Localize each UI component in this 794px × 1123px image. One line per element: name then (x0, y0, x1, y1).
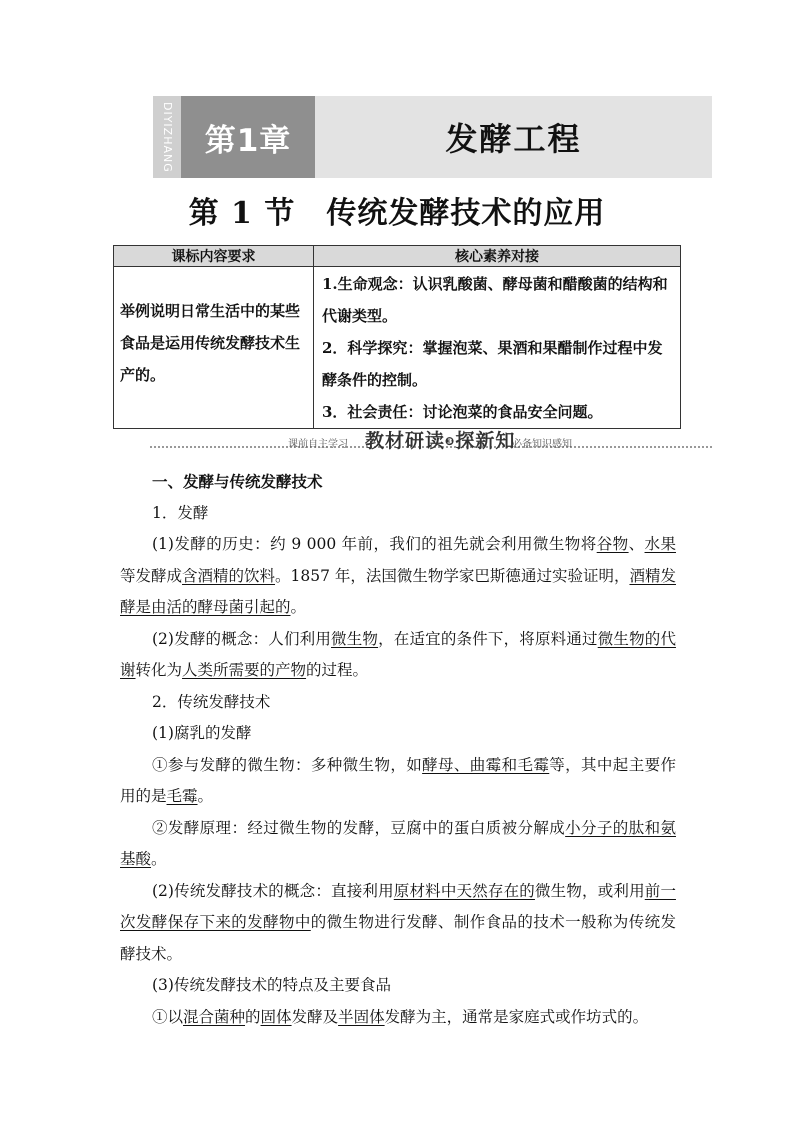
heading-features: (3)传统发酵技术的特点及主要食品 (152, 976, 391, 994)
heading-furu: (1)腐乳的发酵 (152, 724, 252, 742)
table-row (114, 267, 681, 429)
chapter-number: 第1章 (181, 96, 315, 178)
core-literacy-item: 1.生命观念：认识乳酸菌、酵母菌和醋酸菌的结构和代谢类型。 (322, 275, 668, 325)
divider-main-label (365, 426, 515, 453)
paragraph-concept: (2)发酵的概念：人们利用微生物，在适宜的条件下，将原料通过微生物的代谢转化为人类所需要的产物的过程。 (120, 629, 676, 679)
table-header-right: 核心素养对接 (314, 246, 681, 267)
core-literacy-item: 3．社会责任：讨论泡菜的食品安全问题。 (322, 403, 603, 421)
heading-1: 一、发酵与传统发酵技术 (152, 472, 323, 491)
divider-right-label: 必备知识感知 (512, 439, 572, 450)
chapter-title: 发酵工程 (445, 120, 582, 158)
paragraph-history: (1)发酵的历史：约 9 000 年前，我们的祖先就会利用微生物将谷物、水果等发酵成含酒精的饮料。1857 年，法国微生物学家巴斯德通过实验证明，酒精发酵是由活的酵母菌引起的。 (120, 535, 676, 616)
study-divider (150, 426, 712, 450)
paragraph-features: ①以混合菌种的固体发酵及半固体发酵为主，通常是家庭式或作坊式的。 (152, 1007, 649, 1026)
section-title: 第 1 节 传统发酵技术的应用 (188, 196, 606, 231)
chapter-banner (153, 96, 712, 178)
paragraph-microbes: ①参与发酵的微生物：多种微生物，如酵母、曲霉和毛霉等，其中起主要作用的是毛霉。 (120, 755, 676, 805)
core-literacy-cell (314, 267, 681, 429)
divider-main-b: 探新知 (455, 430, 516, 452)
divider-left-label: 课前自主学习 (288, 439, 348, 450)
paragraph-tech-concept: (2)传统发酵技术的概念：直接利用原材料中天然存在的微生物，或利用前一次发酵保存下来的发酵物中的微生物进行发酵、制作食品的技术一般称为传统发酵技术。 (120, 881, 676, 963)
table-header-left: 课标内容要求 (114, 246, 314, 267)
divider-main-a: 教材研读 (365, 430, 446, 452)
table-header-row (114, 246, 681, 267)
body-content (120, 466, 676, 1033)
chapter-pinyin-tab: DIYIZHANG (153, 96, 181, 178)
heading-traditional: 2．传统发酵技术 (152, 692, 271, 711)
paragraph-principle: ②发酵原理：经过微生物的发酵，豆腐中的蛋白质被分解成小分子的肽和氨基酸。 (120, 818, 676, 868)
circle-icon: ❸ (445, 435, 456, 448)
heading-fermentation: 1．发酵 (152, 503, 209, 522)
requirements-table (113, 245, 681, 429)
curriculum-requirement: 举例说明日常生活中的某些食品是运用传统发酵技术生产的。 (114, 267, 314, 429)
core-literacy-item: 2．科学探究：掌握泡菜、果酒和果醋制作过程中发酵条件的控制。 (322, 339, 663, 389)
